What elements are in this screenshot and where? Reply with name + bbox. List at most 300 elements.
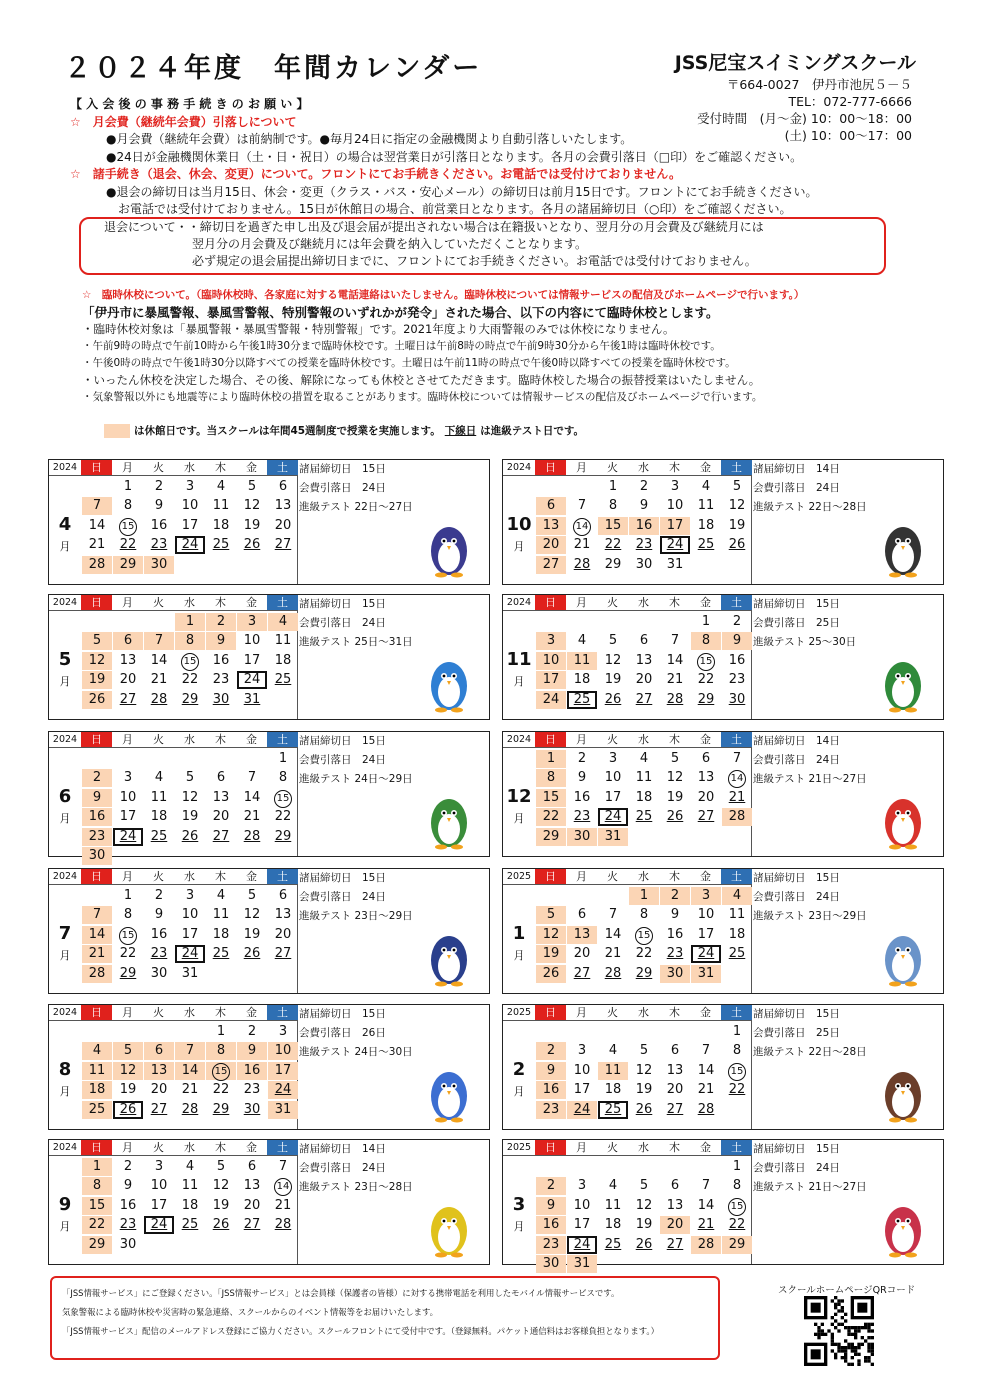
calendar-day: 2 [639,479,649,494]
calendar-day: 17 [573,1217,591,1233]
calendar-day: 1 [608,479,618,494]
calendar-day: 30 [212,691,230,707]
calendar-day: 16 [629,517,659,535]
calendar-day: 10 [536,652,566,670]
calendar-day: 19 [243,926,261,942]
calendar-day: 9 [154,498,164,514]
calendar-day: 19 [536,945,566,963]
calendar-day: 11 [274,633,292,649]
calendar-day: 12 [243,907,261,923]
due-date-info: 諸届締切日 14日 [299,1143,386,1155]
calendar-month-11 [502,594,944,720]
weekday-header: 土 [721,732,752,748]
weekday-header: 日 [535,595,566,611]
calendar-day: 9 [670,907,680,923]
calendar-day: 29 [697,691,715,707]
calendar-day: 10 [604,770,622,786]
calendar-day: 5 [670,751,680,766]
calendar-day: 26 [635,1101,653,1117]
calendar-day: 21 [728,789,746,805]
school-address: 〒664-0027 伊丹市池尻５－５ [726,77,912,92]
calendar-day: 19 [181,809,199,825]
calendar-day: 12 [666,770,684,786]
calendar-day: 4 [216,479,226,494]
calendar-day: 24 [567,1101,597,1119]
calendar-day: 7 [175,1042,205,1060]
year-label: 2024 [503,460,535,476]
calendar-day: 18 [274,652,292,668]
debit-date-info: 会費引落日 24日 [299,891,386,903]
calendar-day: 11 [212,907,230,923]
weekday-header: 火 [597,595,628,611]
month-suffix: 月 [513,1220,525,1233]
calendar-day: 27 [697,809,715,825]
calendar-day: 11 [150,789,168,805]
calendar-day: 1 [123,888,133,903]
calendar-day: 7 [278,1159,288,1174]
weekday-header: 月 [112,869,143,885]
weekday-header: 木 [205,1140,236,1156]
calendar-day: 24 [237,671,267,689]
calendar-day: 31 [268,1101,298,1119]
calendar-day: 11 [181,1178,199,1194]
test-range-info: 進級テスト 23日～29日 [753,910,867,922]
calendar-day: 22 [697,672,715,688]
due-date-info: 諸届締切日 15日 [753,1143,840,1155]
debit-date-info: 会費引落日 24日 [753,754,840,766]
test-range-info: 進級テスト 23日～28日 [299,1181,413,1193]
calendar-day: 18 [212,517,230,533]
calendar-day: 30 [150,965,168,981]
penguin-mascot-icon [855,1195,935,1259]
calendar-day: 23 [82,828,112,846]
calendar-day: 16 [212,652,230,668]
penguin-mascot-icon [401,1060,481,1124]
calendar-day: 21 [181,1082,199,1098]
calendar-day: 30 [82,847,112,865]
calendar-day: 23 [150,537,168,553]
calendar-day: 2 [82,769,112,787]
calendar-day: 4 [82,1042,112,1060]
weekday-header: 金 [236,595,267,611]
calendar-day: 16 [150,517,168,533]
calendar-day: 28 [697,1101,715,1117]
test-range-info: 進級テスト 24日～29日 [299,773,413,785]
calendar-day: 28 [181,1101,199,1117]
weekday-header: 火 [143,1140,174,1156]
weekday-header: 土 [267,732,298,748]
calendar-day: 30 [635,556,653,572]
weekday-header: 日 [535,1005,566,1021]
test-range-info: 進級テスト 22日～28日 [753,1046,867,1058]
penguin-mascot-icon [855,787,935,851]
calendar-day: 2 [206,613,236,631]
weekday-header: 金 [690,1005,721,1021]
test-range-info: 進級テスト 23日～29日 [299,910,413,922]
calendar-day: 15 [722,1197,752,1215]
calendar-day: 12 [604,652,622,668]
month-suffix: 月 [513,812,525,825]
calendar-day: 5 [247,888,257,903]
weekday-header: 日 [535,869,566,885]
calendar-day: 29 [604,556,622,572]
calendar-day: 11 [567,652,597,670]
year-label: 2024 [49,1140,81,1156]
calendar-day: 8 [732,1043,742,1059]
calendar-day: 2 [123,1159,133,1174]
fee-heading: ☆ 月会費（継続年会費）引落しについて [70,114,297,129]
calendar-day: 3 [185,888,195,903]
weekday-header: 水 [628,732,659,748]
calendar-day: 6 [577,907,587,923]
calendar-day: 25 [604,1236,622,1252]
calendar-day: 16 [82,808,112,826]
calendar-day: 28 [691,1236,721,1254]
weekday-header: 水 [174,460,205,476]
calendar-day: 26 [604,691,622,707]
calendar-day: 15 [691,652,721,670]
calendar-day: 8 [123,907,133,923]
calendar-day: 16 [119,1197,137,1213]
calendar-day: 25 [82,1101,112,1119]
calendar-day: 31 [691,965,721,983]
calendar-day: 18 [181,1197,199,1213]
calendar-day: 22 [119,537,137,553]
debit-date-info: 会費引落日 25日 [753,1027,840,1039]
weekday-header: 金 [690,460,721,476]
month-number: 5 [58,649,72,670]
calendar-day: 22 [635,946,653,962]
calendar-day: 8 [536,769,566,787]
year-label: 2024 [503,732,535,748]
calendar-day: 7 [144,632,174,650]
calendar-day: 3 [278,1024,288,1039]
calendar-day: 27 [666,1101,684,1117]
weekday-header: 火 [597,869,628,885]
year-label: 2024 [49,869,81,885]
weekday-header: 水 [628,460,659,476]
due-date-info: 諸届締切日 15日 [299,735,386,747]
procedures-line-2: お電話では受付けておりません。15日が休館日の場合、前営業日となります。各月の諸届締切日（○印）をご確認ください。 [118,202,792,216]
weekday-header: 火 [597,1005,628,1021]
calendar-day: 20 [573,946,591,962]
calendar-day: 29 [635,965,653,981]
due-date-info: 諸届締切日 14日 [753,735,840,747]
calendar-month-7 [48,868,490,994]
calendar-day: 6 [144,1042,174,1060]
calendar-day: 7 [701,1178,711,1194]
calendar-day: 3 [691,887,721,905]
month-suffix: 月 [59,1220,71,1233]
calendar-day: 27 [635,691,653,707]
calendar-day: 2 [247,1024,257,1039]
debit-date-info: 会費引落日 26日 [299,1027,386,1039]
calendar-day: 22 [536,808,566,826]
calendar-day: 8 [732,1178,742,1194]
calendar-day: 10 [243,633,261,649]
penguin-mascot-icon [855,515,935,579]
calendar-day: 16 [666,926,684,942]
calendar-day: 12 [635,1062,653,1078]
calendar-day: 13 [567,926,597,944]
calendar-day: 26 [243,946,261,962]
weekday-header: 日 [81,869,112,885]
calendar-day: 30 [243,1101,261,1117]
calendar-day: 16 [237,1062,267,1080]
calendar-day: 25 [212,537,230,553]
weekday-header: 金 [236,732,267,748]
calendar-day: 21 [82,945,112,963]
calendar-day: 18 [150,809,168,825]
calendar-day: 26 [536,965,566,983]
weekday-header: 土 [267,460,298,476]
calendar-day: 12 [212,1178,230,1194]
calendar-day: 14 [268,1177,298,1195]
calendar-day: 7 [670,633,680,649]
calendar-day: 11 [635,770,653,786]
due-date-info: 諸届締切日 15日 [299,1008,386,1020]
weekday-header: 木 [205,869,236,885]
calendar-day: 10 [181,498,199,514]
legend-text-b: 下線日 [444,425,477,437]
calendar-day: 8 [639,907,649,923]
calendar-day: 16 [536,1081,566,1099]
penguin-mascot-icon [401,1195,481,1259]
calendar-day: 28 [722,808,752,826]
calendar-day: 21 [573,537,591,553]
calendar-day: 30 [144,556,174,574]
weekday-header: 月 [112,460,143,476]
fee-line-2: ●24日が金融機関休業日（土・日・祝日）の場合は翌営業日が引落日となります。各月の会費引落日（□印）をご確認ください。 [106,149,803,164]
month-number: 10 [506,514,532,535]
calendar-day: 25 [598,1101,628,1119]
calendar-day: 24 [268,1081,298,1099]
calendar-day: 7 [577,498,587,514]
calendar-day: 21 [666,672,684,688]
month-number: 7 [58,923,72,944]
month-suffix: 月 [59,1085,71,1098]
calendar-day: 26 [728,537,746,553]
calendar-day: 19 [635,1217,653,1233]
notice-heading: 【 入 会 後 の 事 務 手 続 き の お 願 い 】 [70,97,309,111]
withdrawal-line-1: 退会について・・締切日を過ぎた申し出及び退会届が提出されない場合は在籍扱いとなり、翌月分の月会費及び継続月には [104,220,764,234]
weekday-header: 土 [267,869,298,885]
calendar-day: 16 [150,926,168,942]
weekday-header: 火 [143,595,174,611]
month-number: 4 [58,514,72,535]
calendar-day: 22 [728,1082,746,1098]
calendar-day: 27 [536,556,566,574]
calendar-day: 24 [567,1236,597,1254]
calendar-day: 31 [598,828,628,846]
calendar-day: 6 [113,632,143,650]
calendar-day: 27 [243,1217,261,1233]
penguin-mascot-icon [401,924,481,988]
due-date-info: 諸届締切日 15日 [299,463,386,475]
weekday-header: 木 [205,595,236,611]
calendar-day: 4 [185,1159,195,1174]
calendar-day: 9 [237,1042,267,1060]
calendar-day: 3 [237,613,267,631]
closure-line-3: ・午前9時の時点で午前10時から午後1時30分まで臨時休校です。土曜日は午前8時の時点で午前9時30分から午後1時は臨時休校です。 [82,340,721,352]
calendar-day: 10 [573,1062,591,1078]
calendar-day: 3 [185,479,195,494]
calendar-day: 15 [598,517,628,535]
month-number: 3 [512,1194,526,1215]
closure-notice [82,287,912,406]
month-suffix: 月 [513,540,525,553]
calendar-day: 4 [639,751,649,766]
calendar-month-5 [48,594,490,720]
weekday-header: 月 [112,595,143,611]
calendar-day: 19 [666,789,684,805]
weekday-header: 日 [81,1005,112,1021]
calendar-day: 2 [154,479,164,494]
calendar-day: 3 [123,770,133,786]
calendar-day: 12 [82,652,112,670]
calendar-day: 27 [212,828,230,844]
weekday-header: 金 [690,732,721,748]
calendar-day: 19 [119,1082,137,1098]
weekday-header: 木 [205,732,236,748]
calendar-day: 12 [728,498,746,514]
calendar-day: 16 [573,789,591,805]
calendar-day: 5 [608,633,618,649]
closure-line-2: ・臨時休校対象は「暴風警報・暴風雪警報・特別警報」です。2021年度より大雨警報のみでは休校になりません。 [82,322,675,336]
calendar-day: 25 [274,672,292,688]
calendar-day: 27 [150,1101,168,1117]
calendar-day: 2 [536,1177,566,1195]
calendar-day: 4 [608,1178,618,1194]
calendar-day: 29 [82,1236,112,1254]
year-label: 2025 [503,869,535,885]
calendar-day: 4 [722,887,752,905]
calendar-day: 21 [150,672,168,688]
calendar-day: 10 [697,907,715,923]
calendar-day: 29 [274,828,292,844]
calendar-day: 4 [268,613,298,631]
calendar-month-10 [502,459,944,585]
calendar-day: 13 [119,652,137,668]
calendar-day: 18 [604,1082,622,1098]
month-suffix: 月 [59,675,71,688]
procedures-line-1: ●退会の締切日は当月15日、休会・変更（クラス・バス・安心メール）の締切日は前月15日です。フロントにてお手続きください。 [106,184,818,199]
year-label: 2025 [503,1005,535,1021]
calendar-day: 21 [243,809,261,825]
closure-line-5: ・いったん休校を決定した場合、その後、解除になっても休校とさせてただきます。臨時休校した場合の振替授業はいたしません。 [82,373,761,387]
legend-text-a: は休館日です。当スクールは年間45週制度で授業を実施します。 [134,425,441,437]
calendar-day: 9 [577,770,587,786]
calendar-month-2 [502,1004,944,1130]
due-date-info: 諸届締切日 15日 [753,1008,840,1020]
calendar-day: 26 [113,1101,143,1119]
weekday-header: 木 [659,1005,690,1021]
calendar-day: 2 [154,888,164,903]
debit-date-info: 会費引落日 24日 [753,482,840,494]
calendar-day: 21 [697,1217,715,1233]
calendar-day: 30 [536,1255,566,1273]
calendar-day: 20 [660,1216,690,1234]
calendar-day: 23 [212,672,230,688]
calendar-day: 2 [660,887,690,905]
calendar-day: 9 [722,632,752,650]
weekday-header: 月 [566,1140,597,1156]
calendar-day: 19 [635,1082,653,1098]
calendar-day: 27 [274,537,292,553]
calendar-day: 18 [604,1217,622,1233]
calendar-day: 20 [119,672,137,688]
calendar-day: 24 [175,945,205,963]
calendar-day: 17 [181,517,199,533]
calendar-day: 8 [278,770,288,786]
calendar-day: 31 [666,556,684,572]
calendar-day: 30 [728,691,746,707]
calendar-day: 11 [212,498,230,514]
calendar-day: 5 [113,1042,143,1060]
calendar-day: 6 [670,1178,680,1194]
calendar-day: 13 [666,1197,684,1213]
weekday-header: 木 [659,732,690,748]
calendar-day: 28 [82,556,112,574]
calendar-day: 23 [243,1082,261,1098]
calendar-day: 11 [604,1197,622,1213]
calendar-day: 11 [598,1062,628,1080]
calendar-day: 15 [175,652,205,670]
calendar-day: 20 [666,1082,684,1098]
calendar-day: 5 [536,906,566,924]
weekday-header: 火 [597,460,628,476]
calendar-day: 8 [175,632,205,650]
weekday-header: 月 [566,460,597,476]
calendar-day: 14 [722,769,752,787]
weekday-header: 月 [566,732,597,748]
month-suffix: 月 [513,675,525,688]
qr-code-icon[interactable] [804,1296,874,1366]
calendar-day: 13 [697,770,715,786]
penguin-mascot-icon [855,1060,935,1124]
calendar-day: 26 [82,691,112,709]
calendar-day: 1 [278,751,288,766]
test-range-info: 進級テスト 24日～30日 [299,1046,413,1058]
calendar-day: 24 [144,1216,174,1234]
closure-heading: ☆ 臨時休校について。（臨時休校時、各家庭に対する電話連絡はいたしません。臨時休校については情報サービスの配信及びホームページで行います。） [82,289,805,301]
calendar-day: 9 [123,1178,133,1194]
weekday-header: 水 [628,1005,659,1021]
weekday-header: 水 [174,869,205,885]
calendar-day: 18 [82,1081,112,1099]
calendar-day: 11 [728,907,746,923]
calendar-day: 6 [278,479,288,494]
calendar-day: 15 [113,926,143,944]
calendar-day: 2 [732,614,742,629]
penguin-mascot-icon [855,650,935,714]
weekday-header: 金 [690,869,721,885]
due-date-info: 諸届締切日 14日 [753,463,840,475]
calendar-day: 4 [608,1043,618,1059]
calendar-day: 17 [604,789,622,805]
weekday-header: 水 [174,1005,205,1021]
weekday-header: 月 [112,732,143,748]
year-label: 2024 [49,1005,81,1021]
calendar-day: 3 [154,1159,164,1174]
footer-line-1: 「JSS情報サービス」にご登録ください。「JSS情報サービス」とは会員様（保護者の皆様）に対する携帯電話を利用したモバイル情報サービスです。 [62,1288,620,1298]
calendar-day: 3 [608,751,618,766]
calendar-day: 24 [660,536,690,554]
penguin-mascot-icon [401,515,481,579]
footer-line-3: 「JSS情報サービス」配信のメールアドレス登録にご協力ください。スクールフロントにて受付中です。（登録無料。パケット通信料はお客様負担となります。） [62,1326,659,1336]
calendar-day: 23 [119,1217,137,1233]
calendar-day: 13 [144,1062,174,1080]
